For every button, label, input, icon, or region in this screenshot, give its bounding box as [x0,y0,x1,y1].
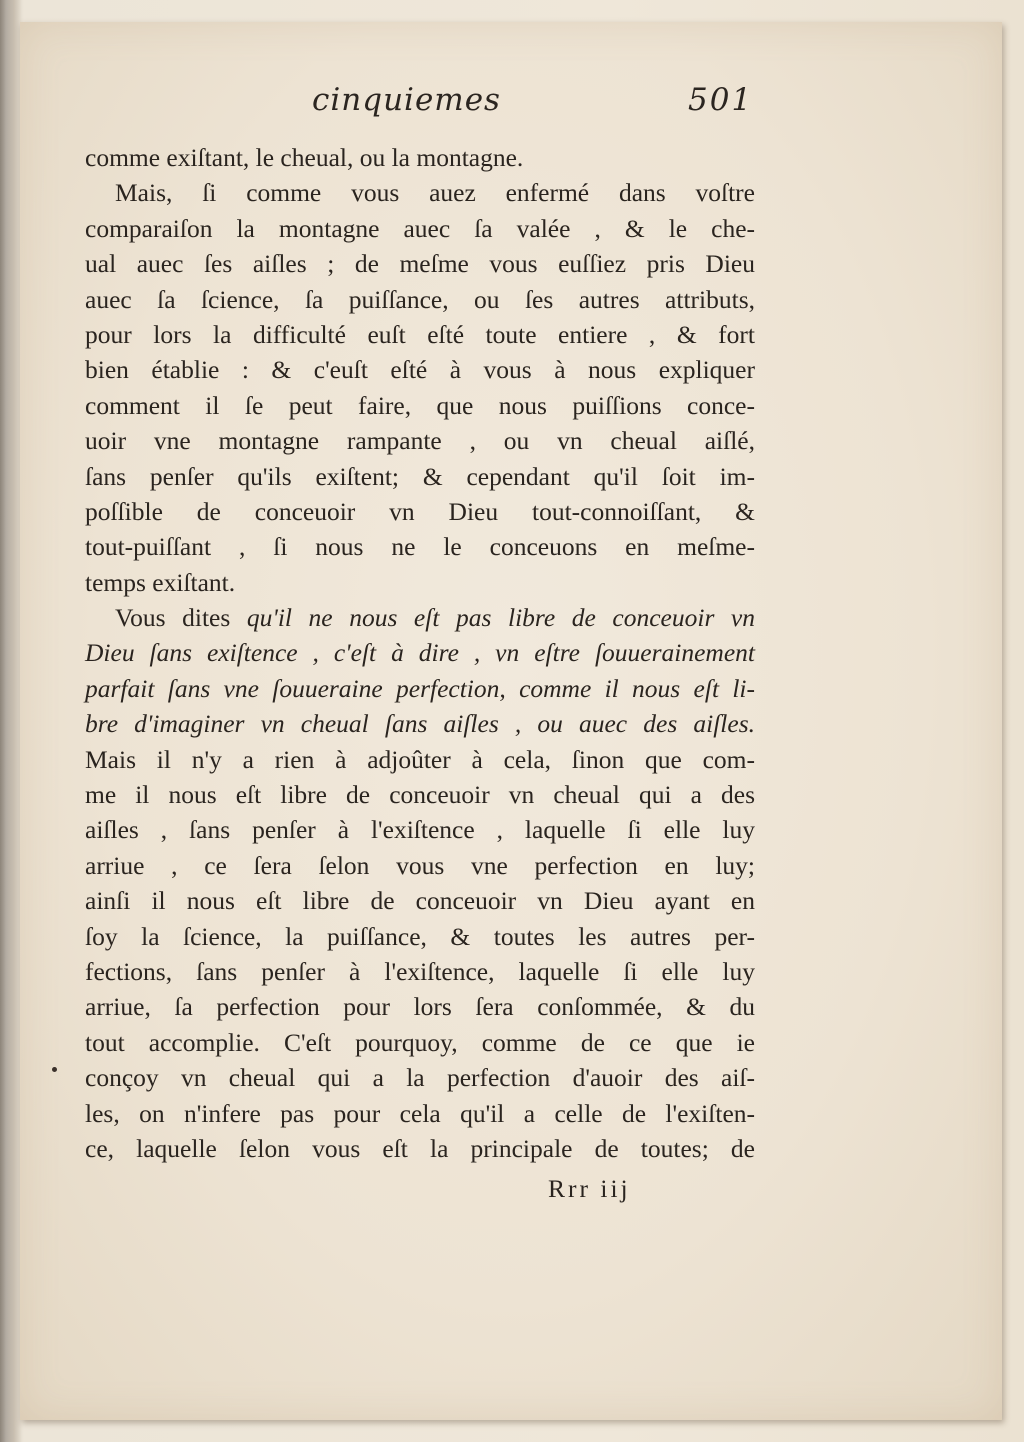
running-title: cinquiemes [312,82,501,118]
text-line: ſoy la ſcience, la puiſſance, & toutes les autres per- [85,921,755,951]
signature-mark: Rrr iij [548,1174,631,1203]
text-line: arriue , ce ſera ſelon vous vne perfection en luy; [85,850,755,880]
text-line: les, on n'infere pas pour cela qu'il a celle de l'exiſten- [85,1098,755,1128]
text-line: fections, ſans penſer à l'exiſtence, laquelle ſi elle luy [85,956,755,986]
italic-quote: qu'il ne nous eſt pas libre de conceuoir vn [246,603,755,633]
text-line: pour lors la difficulté euſt eſté toute entiere , & fort [85,319,755,349]
text-line: conçoy vn cheual qui a la perfection d'auoir des aiſ- [85,1063,755,1093]
text-line: uoir vne montagne rampante , ou vn cheual aiſlé, [85,426,755,456]
para-start: Vous dites [115,603,247,633]
text-line: arriue, ſa perfection pour lors ſera conſommée, & du [85,992,755,1022]
text-line: ce, laquelle ſelon vous eſt la principale de toutes; de [85,1133,755,1163]
text-line: comme exiſtant, le cheual, ou la montagne. [85,143,524,172]
margin-mark [52,1067,57,1072]
text-line: ual auec ſes aiſles ; de meſme vous euſſiez pris Dieu [85,249,755,279]
italic-quote-line: bre d'imaginer vn cheual ſans aiſles , ou auec des aiſles. [85,709,755,739]
text-line: Mais, ſi comme vous auez enfermé dans voſtre [115,178,755,208]
body-text [85,140,755,1166]
text-line-mixed [85,600,755,635]
text-line: aiſles , ſans penſer à l'exiſtence , laquelle ſi elle luy [85,815,755,845]
text-line: tout-puiſſant , ſi nous ne le conceuons en meſme- [85,532,755,562]
text-line: poſſible de conceuoir vn Dieu tout-connoiſſant, & [85,496,755,526]
text-line: temps exiſtant. [85,567,236,597]
text-line: Mais il n'y a rien à adjoûter à cela, ſinon que com- [85,744,755,774]
text-line: comparaiſon la montagne auec ſa valée , & le che- [85,213,755,243]
text-line: auec ſa ſcience, ſa puiſſance, ou ſes autres attributs, [85,284,755,314]
italic-quote-line: parfait ſans vne ſouueraine perfection, comme il nous eſt li- [85,673,755,703]
text-line: ſans penſer qu'ils exiſtent; & cependant qu'il ſoit im- [85,461,755,491]
text-line: tout accomplie. C'eſt pourquoy, comme de ce que ie [85,1027,755,1057]
italic-quote-line: Dieu ſans exiſtence , c'eſt à dire , vn eſtre ſouuerainement [85,638,755,668]
text-line: bien établie : & c'euſt eſté à vous à nous expliquer [85,355,755,385]
text-line: comment il ſe peut faire, que nous puiſſions conce- [85,390,755,420]
page-number: 501 [688,82,754,118]
text-line: me il nous eſt libre de conceuoir vn cheual qui a des [85,780,755,810]
text-line: ainſi il nous eſt libre de conceuoir vn Dieu ayant en [85,886,755,916]
